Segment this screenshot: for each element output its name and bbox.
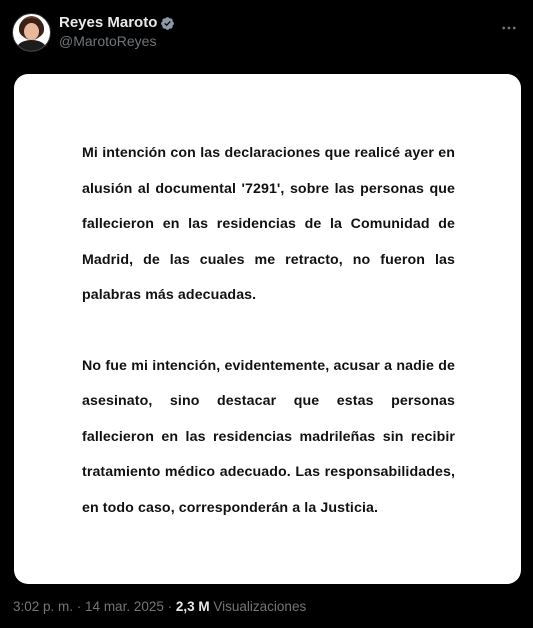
tweet-header	[12, 12, 521, 52]
meta-separator: ·	[73, 599, 86, 614]
author-names	[59, 14, 175, 50]
statement-paragraph-2: No fue mi intención, evidentemente, acusar a nadie de asesinato, sino destacar que estas personas fallecieron en las residencias madrileñas sin recibir tratamiento médico adecuado. Las responsabilidades, en todo caso, corresponderán a la Justicia.	[82, 357, 455, 516]
statement-paragraph-1: Mi intención con las declaraciones que realicé ayer en alusión al documental '7291', sobre las personas que fallecieron en las residencias de la Comunidad de Madrid, de las cuales me retracto, no fueron las palabras más adecuadas.	[82, 145, 455, 303]
avatar-face	[24, 23, 39, 40]
verified-badge-icon	[160, 16, 175, 31]
tweet-time[interactable]: 3:02 p. m.	[13, 599, 74, 614]
statement-image[interactable]	[14, 74, 521, 584]
display-name[interactable]: Reyes Maroto	[59, 14, 158, 31]
display-name-row	[59, 14, 175, 32]
avatar[interactable]	[12, 13, 51, 52]
views-count: 2,3 M	[175, 599, 210, 614]
tweet-meta	[13, 599, 306, 614]
tweet-date[interactable]: 14 mar. 2025	[85, 599, 164, 614]
meta-separator-2: ·	[163, 599, 176, 614]
more-options-icon[interactable]	[499, 18, 519, 38]
avatar-shoulders	[17, 40, 46, 52]
views-label: Visualizaciones	[213, 599, 307, 614]
handle[interactable]: @MarotoReyes	[59, 33, 157, 49]
